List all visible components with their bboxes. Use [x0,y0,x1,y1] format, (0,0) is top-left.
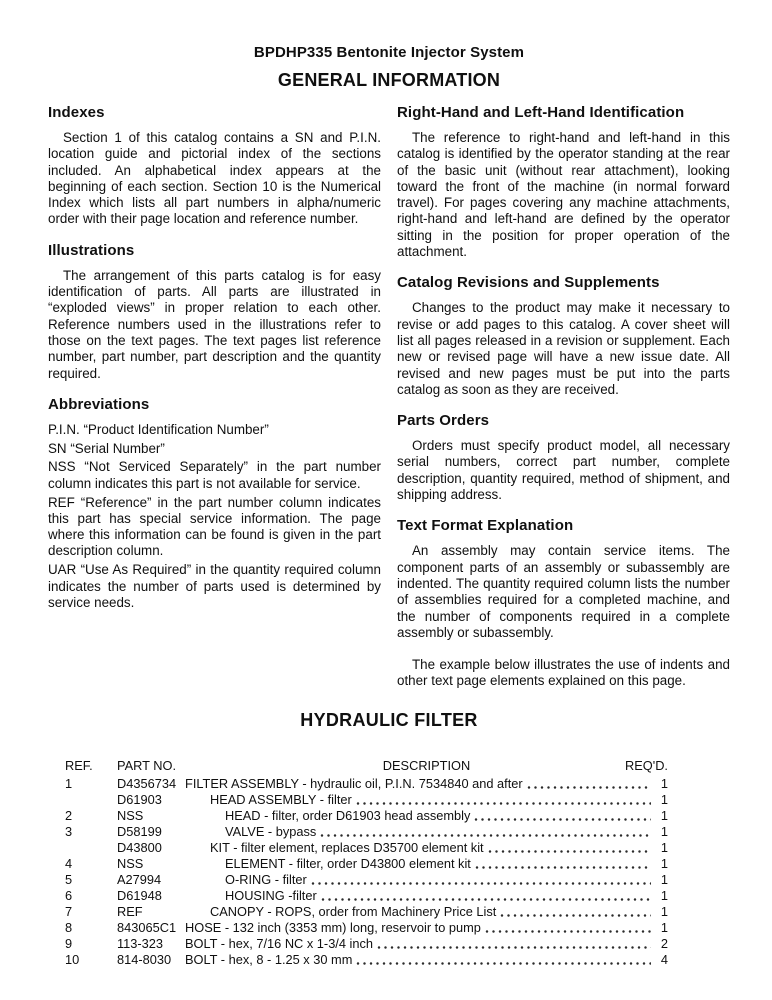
abbreviation-uar: UAR “Use As Required” in the quantity required column indicates the number of parts used is determined by service needs. [48,562,381,610]
leader-dots [356,962,651,965]
qty-cell: 1 [660,919,668,935]
ref-cell: 2 [65,807,73,823]
part-no-cell: NSS [117,807,144,823]
part-no-cell: REF [117,903,143,919]
part-no-cell: D4356734 [117,775,177,791]
part-no-cell: 843065C1 [117,919,177,935]
qty-cell: 2 [660,935,668,951]
part-no-cell: D61948 [117,887,162,903]
qty-cell: 4 [660,951,668,967]
parts-orders-paragraph: Orders must specify product model, all necessary serial numbers, correct part number, complete description, quantity required, method of shipment, and shipping address. [397,438,730,503]
ref-cell: 9 [65,935,73,951]
table-row [65,920,668,936]
ref-cell: 7 [65,903,73,919]
qty-cell: 1 [660,871,668,887]
section-heading-parts-orders: Parts Orders [397,412,490,430]
description-cell: KIT - filter element, replaces D35700 element kit [210,839,484,855]
table-header-row [65,758,668,774]
qty-cell: 1 [660,887,668,903]
leader-dots [475,866,651,869]
abbreviation-pin: P.I.N. “Product Identification Number” [48,421,269,437]
qty-cell: 1 [660,823,668,839]
ref-cell: 10 [65,951,80,967]
section-heading-illustrations: Illustrations [48,241,135,259]
section-heading-revisions: Catalog Revisions and Supplements [397,274,660,292]
section-heading-rh-lh: Right-Hand and Left-Hand Identification [397,104,685,121]
table-row [65,888,668,904]
section-heading-text-format: Text Format Explanation [397,517,574,535]
qty-cell: 1 [660,775,668,791]
abbreviation-sn: SN “Serial Number” [48,440,165,456]
ref-cell: 3 [65,823,73,839]
ref-cell: 1 [65,775,73,791]
description-cell: BOLT - hex, 7/16 NC x 1-3/4 inch [185,935,374,951]
abbreviation-ref: REF “Reference” in the part number column indicates this part has special service information. The page where this information can be found is given in the part description column. [48,494,381,559]
section-heading-abbreviations: Abbreviations [48,395,150,413]
leader-dots [321,898,651,901]
part-no-cell: 113-323 [117,935,164,951]
header-description: DESCRIPTION [382,757,471,773]
description-cell: ELEMENT - filter, order D43800 element kit [225,855,471,871]
description-cell: HOSE - 132 inch (3353 mm) long, reservoir to pump [185,919,481,935]
leader-dots [488,850,651,853]
header-reqd: REQ'D. [625,757,668,773]
left-column [48,104,381,690]
two-column-layout [48,104,730,690]
qty-cell: 1 [660,903,668,919]
part-no-cell: D61903 [117,791,162,807]
description-cell: HOUSING -filter [225,887,317,903]
text-format-paragraph-2: The example below illustrates the use of indents and other text page elements explained on this page. [397,657,730,689]
illustrations-paragraph: The arrangement of this parts catalog is for easy identification of parts. All parts are illustrated in “exploded views” in proper relation to each other. Reference numbers used in the illustrations refer to those on the text pages. The text pages list reference number, part number, part description and the quantity required. [48,267,381,381]
hydraulic-filter-title: HYDRAULIC FILTER [300,709,478,730]
section-heading-indexes: Indexes [48,104,105,121]
part-no-cell: D58199 [117,823,162,839]
leader-dots [485,930,651,933]
description-cell: VALVE - bypass [225,823,317,839]
leader-dots [474,818,651,821]
revisions-paragraph: Changes to the product may make it necessary to revise or add pages to this catalog. A cover sheet will list all pages released in a revision or supplement. Each new or revised page will have a new issue date. All revised and new pages must be put into the parts catalog as soon as they are received. [397,300,730,397]
part-no-cell: D43800 [117,839,162,855]
right-column [397,104,730,690]
header-part-no: PART NO. [117,757,177,773]
table-row [65,936,668,952]
table-row [65,952,668,968]
page-title: GENERAL INFORMATION [277,70,501,90]
ref-cell: 5 [65,871,73,887]
abbreviation-nss: NSS “Not Serviced Separately” in the part number column indicates this part is not available for service. [48,459,381,491]
description-cell: CANOPY - ROPS, order from Machinery Price List [210,903,497,919]
leader-dots [320,834,651,837]
parts-table [65,758,668,968]
indexes-paragraph: Section 1 of this catalog contains a SN and P.I.N. location guide and pictorial index of the sections included. An alphabetical index appears at the beginning of each section. Section 10 is the Numerical Index which lists all part numbers in alpha/numeric order with their page location and reference number. [48,130,381,227]
description-cell: FILTER ASSEMBLY - hydraulic oil, P.I.N. 7534840 and after [185,775,523,791]
table-row [65,904,668,920]
leader-dots [377,946,651,949]
doc-title: BPDHP335 Bentonite Injector System [253,44,525,61]
description-cell: HEAD ASSEMBLY - filter [210,791,352,807]
description-cell: O-RING - filter [225,871,307,887]
qty-cell: 1 [660,839,668,855]
text-format-paragraph-1: An assembly may contain service items. The component parts of an assembly or subassembly are indented. The quantity required column lists the number of assemblies required for a completed machine, and the number of components required in a complete assembly or subassembly. [397,543,730,640]
leader-dots [311,882,651,885]
qty-cell: 1 [660,855,668,871]
leader-dots [356,802,651,805]
table-row [65,872,668,888]
leader-dots [500,914,651,917]
qty-cell: 1 [660,791,668,807]
header-description-area [185,758,668,774]
table-row [65,776,668,792]
part-no-cell: A27994 [117,871,162,887]
ref-cell: 8 [65,919,73,935]
description-cell: BOLT - hex, 8 - 1.25 x 30 mm [185,951,353,967]
table-row [65,824,668,840]
table-row [65,840,668,856]
rh-lh-paragraph: The reference to right-hand and left-hand in this catalog is identified by the operator standing at the rear of the basic unit (without rear attachment), looking toward the front of the machine (in normal forward travel). For pages covering any machine attachments, right-hand and left-hand are defined by the operator sitting in the position for proper operation of the attachment. [397,130,730,260]
description-cell: HEAD - filter, order D61903 head assembly [225,807,471,823]
table-row [65,792,668,808]
header-ref: REF. [65,757,93,773]
ref-cell: 6 [65,887,73,903]
qty-cell: 1 [660,807,668,823]
ref-cell: 4 [65,855,73,871]
part-no-cell: 814-8030 [117,951,172,967]
leader-dots [527,786,651,789]
table-row [65,856,668,872]
table-row [65,808,668,824]
part-no-cell: NSS [117,855,144,871]
